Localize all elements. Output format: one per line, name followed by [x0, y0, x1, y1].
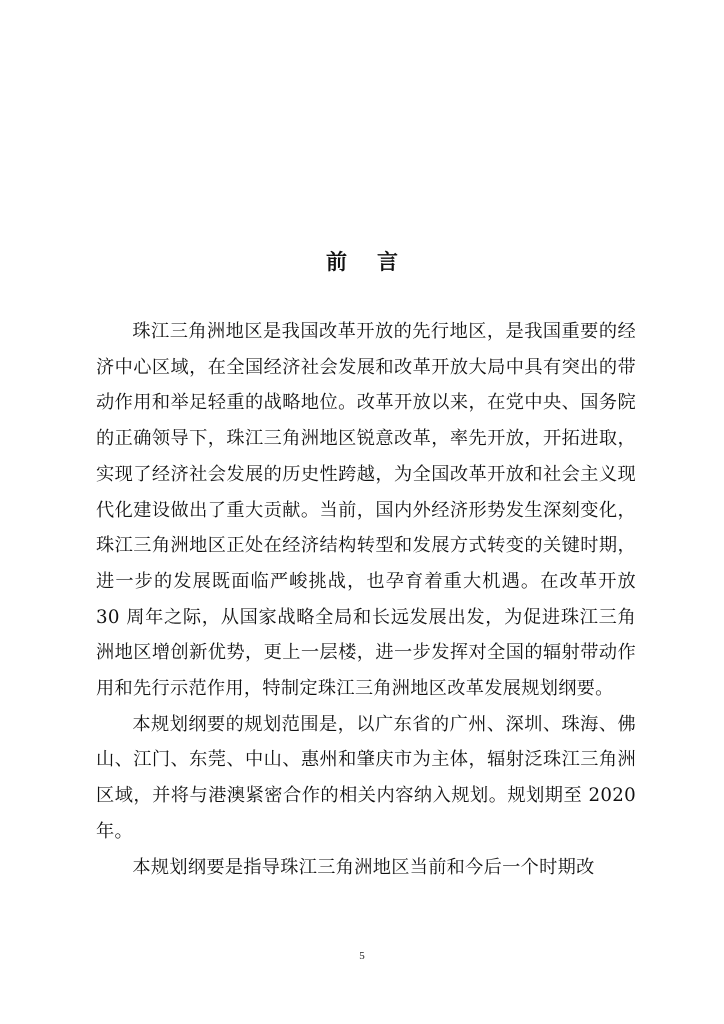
page-number: 5	[359, 950, 365, 962]
page-title	[0, 246, 724, 276]
paragraph-2: 本规划纲要的规划范围是，以广东省的广州、深圳、珠海、佛山、江门、东莞、中山、惠州和肇庆市为主体，辐射泛珠江三角洲区域，并将与港澳紧密合作的相关内容纳入规划。规划期至 2020 年。	[96, 713, 636, 842]
paragraph-3: 本规划纲要是指导珠江三角洲地区当前和今后一个时期改	[132, 856, 595, 878]
title-char-1: 前	[326, 250, 347, 274]
title-char-2: 言	[377, 250, 398, 274]
body-text	[96, 314, 636, 885]
paragraph-1: 珠江三角洲地区是我国改革开放的先行地区，是我国重要的经济中心区域，在全国经济社会发展和改革开放大局中具有突出的带动作用和举足轻重的战略地位。改革开放以来，在党中央、国务院的正确领导下，珠江三角洲地区锐意改革，率先开放，开拓进取，实现了经济社会发展的历史性跨越，为全国改革开放和社会主义现代化建设做出了重大贡献。当前，国内外经济形势发生深刻变化，珠江三角洲地区正处在经济结构转型和发展方式转变的关键时期，进一步的发展既面临严峻挑战，也孕育着重大机遇。在改革开放 30 周年之际，从国家战略全局和长远发展出发，为促进珠江三角洲地区增创新优势，更上一层楼，进一步发挥对全国的辐射带动作用和先行示范作用，特制定珠江三角洲地区改革发展规划纲要。	[96, 321, 636, 700]
